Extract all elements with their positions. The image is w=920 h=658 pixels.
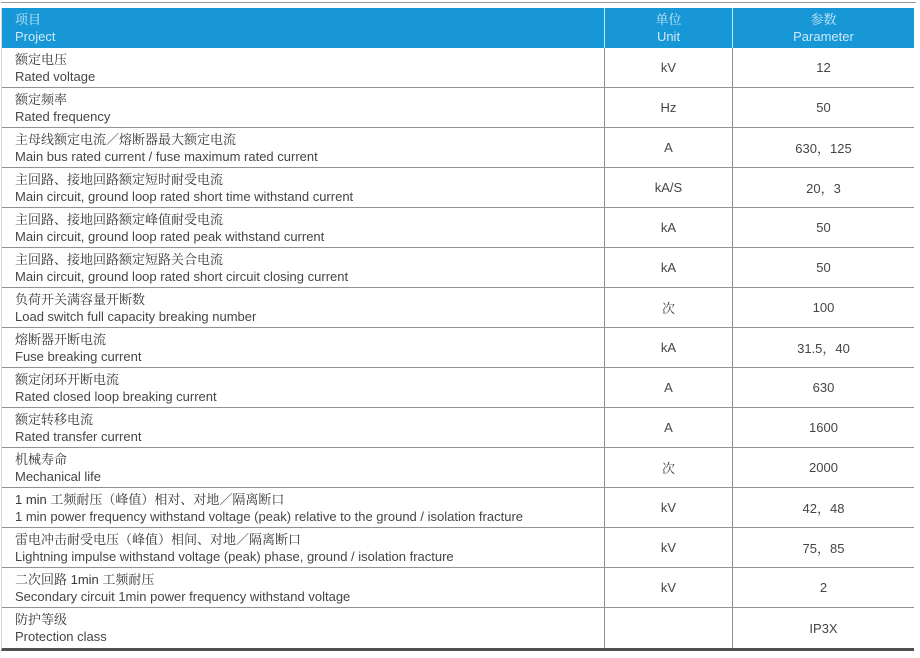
unit-cell: kV	[604, 528, 732, 567]
unit-cell: A	[604, 128, 732, 167]
project-name-en: Main circuit, ground loop rated short time withstand current	[15, 188, 354, 204]
project-name-zh: 二次回路 1min 工频耐压	[15, 571, 155, 587]
project-name-zh: 额定闭环开断电流	[15, 371, 120, 387]
parameter-value-cell: 50	[732, 248, 914, 287]
top-divider	[1, 2, 916, 3]
table-row	[2, 248, 914, 288]
table-row	[2, 128, 914, 168]
project-name-zh: 雷电冲击耐受电压（峰值）相间、对地／隔离断口	[15, 531, 302, 547]
header-unit-en: Unit	[656, 29, 681, 44]
unit-cell: kA	[604, 248, 732, 287]
project-cell	[2, 128, 604, 167]
unit-cell: kA	[604, 208, 732, 247]
project-cell	[2, 368, 604, 407]
project-name-zh: 额定频率	[15, 91, 68, 107]
project-name-en: Rated transfer current	[15, 428, 142, 444]
unit-cell: kV	[604, 568, 732, 607]
table-header-row	[2, 8, 914, 48]
project-cell	[2, 408, 604, 447]
project-name-zh: 1 min 工频耐压（峰值）相对、对地／隔离断口	[15, 491, 285, 507]
header-param-en: Parameter	[793, 29, 854, 44]
project-cell	[2, 608, 604, 648]
header-project-en: Project	[15, 29, 56, 44]
parameter-value-cell: 2000	[732, 448, 914, 487]
project-cell	[2, 88, 604, 127]
project-name-zh: 防护等级	[15, 612, 68, 627]
project-name-zh: 主回路、接地回路额定峰值耐受电流	[15, 211, 224, 227]
table-row	[2, 568, 914, 608]
parameter-value-cell: 20，3	[732, 168, 914, 207]
table-row	[2, 408, 914, 448]
project-name-en: Rated closed loop breaking current	[15, 388, 217, 404]
project-name-en: Main bus rated current / fuse maximum rated current	[15, 148, 318, 164]
unit-cell: A	[604, 408, 732, 447]
project-cell	[2, 168, 604, 207]
table-row	[2, 288, 914, 328]
project-name-en: Load switch full capacity breaking number	[15, 308, 257, 324]
project-name-zh: 额定电压	[15, 51, 68, 67]
table-row	[2, 528, 914, 568]
project-name-en: Rated voltage	[15, 68, 96, 84]
parameter-value-cell: IP3X	[732, 608, 914, 648]
unit-cell: kA/S	[604, 168, 732, 207]
table-row	[2, 448, 914, 488]
table-row	[2, 168, 914, 208]
parameter-value-cell: 630	[732, 368, 914, 407]
project-name-zh: 主回路、接地回路额定短路关合电流	[15, 251, 224, 267]
header-cell-unit	[604, 8, 732, 48]
project-cell	[2, 288, 604, 327]
project-name-en: Lightning impulse withstand voltage (peak) phase, ground / isolation fracture	[15, 548, 454, 564]
parameter-value-cell: 75，85	[732, 528, 914, 567]
table-row	[2, 328, 914, 368]
project-name-en: 1 min power frequency withstand voltage (peak) relative to the ground / isolation fracture	[15, 508, 523, 524]
unit-cell	[604, 608, 732, 648]
project-name-zh: 负荷开关满容量开断数	[15, 291, 146, 307]
project-name-en: Secondary circuit 1min power frequency withstand voltage	[15, 588, 351, 604]
project-name-zh: 额定转移电流	[15, 411, 94, 427]
project-name-zh: 主回路、接地回路额定短时耐受电流	[15, 171, 224, 187]
table-body	[2, 48, 914, 648]
unit-cell: kA	[604, 328, 732, 367]
parameter-value-cell: 1600	[732, 408, 914, 447]
unit-cell: kV	[604, 488, 732, 527]
header-param-zh: 参数	[810, 12, 837, 27]
parameter-value-cell: 50	[732, 88, 914, 127]
project-name-en: Mechanical life	[15, 468, 101, 484]
parameter-value-cell: 31.5，40	[732, 328, 914, 367]
unit-cell: Hz	[604, 88, 732, 127]
table-row	[2, 608, 914, 648]
project-name-en: Protection class	[15, 629, 107, 644]
project-cell	[2, 568, 604, 607]
parameter-value-cell: 2	[732, 568, 914, 607]
header-unit-zh: 单位	[655, 12, 682, 27]
header-project-zh: 项目	[15, 12, 42, 27]
parameter-value-cell: 630，125	[732, 128, 914, 167]
parameter-value-cell: 50	[732, 208, 914, 247]
unit-cell: kV	[604, 48, 732, 87]
table-row	[2, 368, 914, 408]
project-cell	[2, 208, 604, 247]
project-name-zh: 熔断器开断电流	[15, 331, 107, 347]
project-cell	[2, 328, 604, 367]
parameter-value-cell: 42，48	[732, 488, 914, 527]
project-cell	[2, 48, 604, 87]
table-row	[2, 88, 914, 128]
table-row	[2, 488, 914, 528]
project-name-en: Rated frequency	[15, 108, 111, 124]
project-cell	[2, 528, 604, 567]
header-cell-project	[2, 8, 604, 48]
table-row	[2, 48, 914, 88]
project-cell	[2, 488, 604, 527]
unit-cell: 次	[604, 448, 732, 487]
specification-table	[1, 8, 914, 651]
unit-cell: 次	[604, 288, 732, 327]
project-name-en: Main circuit, ground loop rated short circuit closing current	[15, 268, 349, 284]
project-name-en: Fuse breaking current	[15, 348, 142, 364]
parameter-value-cell: 100	[732, 288, 914, 327]
table-row	[2, 208, 914, 248]
project-name-en: Main circuit, ground loop rated peak withstand current	[15, 228, 325, 244]
project-name-zh: 主母线额定电流／熔断器最大额定电流	[15, 131, 237, 147]
unit-cell: A	[604, 368, 732, 407]
project-cell	[2, 248, 604, 287]
parameter-value-cell: 12	[732, 48, 914, 87]
project-cell	[2, 448, 604, 487]
project-name-zh: 机械寿命	[15, 451, 68, 467]
header-cell-parameter	[732, 8, 914, 48]
